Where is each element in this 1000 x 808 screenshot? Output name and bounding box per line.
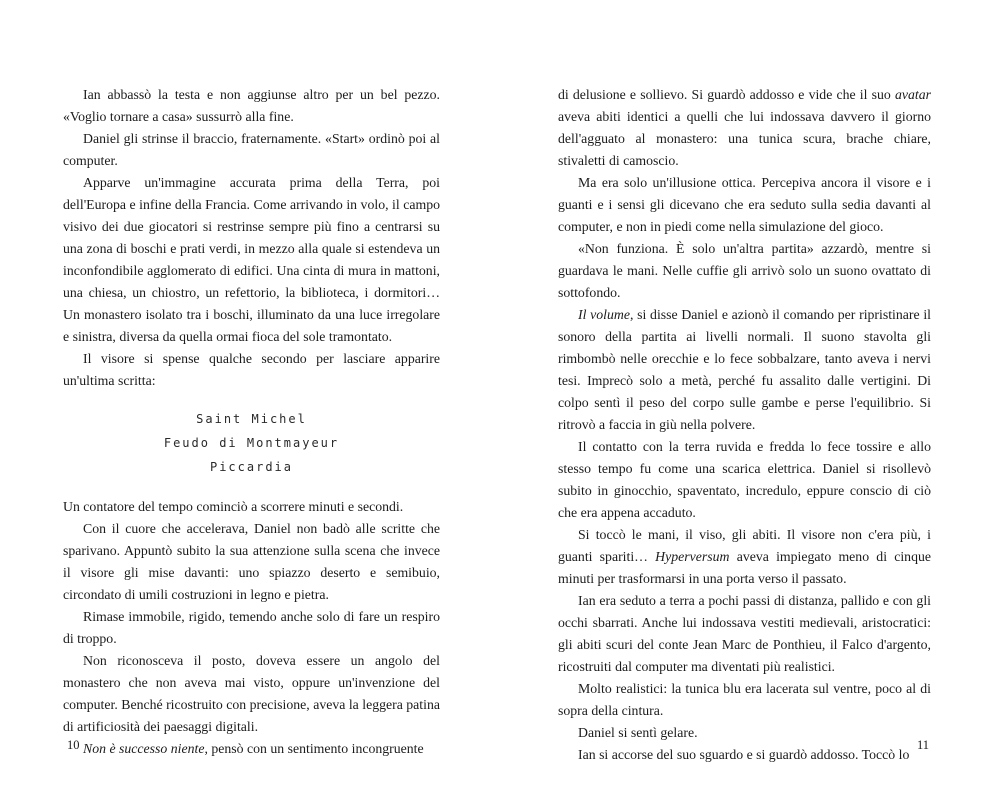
paragraph (63, 348, 440, 392)
paragraph (63, 518, 440, 606)
body-text: Ian era seduto a terra a pochi passi di distanza, pallido e con gli occhi sbarrati. Anche lui indossava vestiti medievali, aristocratici: gli abiti scuri del conte Jean Marc de Ponthieu, il Falco d'argento, ricostruiti dal computer ma diventati più realistici. (558, 593, 931, 674)
paragraph (558, 744, 931, 766)
paragraph (558, 436, 931, 524)
paragraph (558, 590, 931, 678)
paragraph (63, 496, 440, 518)
body-text: Apparve un'immagine accurata prima della Terra, poi dell'Europa e infine della Francia. Come arrivando in volo, il campo visivo dei due giocatori si restrinse sempre più fino a centrarsi su una zona di boschi e prati verdi, in mezzo alla quale si estendeva un inconfondibile agglomerato di edifici. Una cinta di mura in mattoni, una chiesa, un chiostro, un refettorio, la biblioteca, i dormitori… Un monastero isolato tra i boschi, illuminato da una luce irregolare e sinistra, diversa da quella ormai fioca del sole tramontato. (63, 175, 440, 344)
page-right-text (558, 84, 931, 766)
body-text: Il contatto con la terra ruvida e fredda lo fece tossire e allo stesso tempo fu come una scarica elettrica. Daniel si risollevò subito in ginocchio, spaventato, incredulo, eppure conscio di ciò che era appena accaduto. (558, 439, 931, 520)
page-right (558, 0, 931, 808)
body-text: Ma era solo un'illusione ottica. Percepiva ancora il visore e i guanti e i sensi gli dicevano che era seduto sulla sedia davanti al computer, e non in piedi come nella simulazione del gioco. (558, 175, 931, 234)
paragraph (558, 304, 931, 436)
body-text: , si disse Daniel e azionò il comando per ripristinare il sonoro della partita ai livelli normali. Il suono stavolta gli rimbombò nelle orecchie e lo fece sobbalzare, tanto aveva i nervi tesi. Imprecò solo a metà, perché fu assalito dalle vertigini. Di colpo sentì il peso del corpo sulle gambe e perse l'equilibrio. Si ritrovò a faccia in giù nella polvere. (558, 307, 932, 432)
body-text: aveva abiti identici a quelli che lui indossava davvero il giorno dell'agguato al monastero: una tunica scura, brache chiare, stivaletti di camoscio. (558, 109, 931, 168)
paragraph (63, 172, 440, 348)
page-left-text (63, 84, 440, 760)
paragraph (63, 738, 440, 760)
body-text: Il visore si spense qualche secondo per lasciare apparire un'ultima scritta: (63, 351, 440, 388)
body-text: Daniel gli strinse il braccio, fraternamente. «Start» ordinò poi al computer. (63, 131, 440, 168)
body-text: Non riconosceva il posto, doveva essere un angolo del monastero che non aveva mai visto, oppure un'invenzione del computer. Benché ricostruito con precisione, aveva la leggera patina di artificiosità dei paesaggi digitali. (63, 653, 440, 734)
paragraph (558, 172, 931, 238)
body-text: di delusione e sollievo. Si guardò addosso e vide che il suo (558, 87, 895, 102)
body-text: Si toccò le mani, il viso, gli abiti. Il visore non c'era più, i guanti spariti… (558, 527, 931, 564)
body-text: Ian abbassò la testa e non aggiunse altro per un bel pezzo. «Voglio tornare a casa» sussurrò alla fine. (63, 87, 440, 124)
paragraph (558, 238, 931, 304)
body-text: Con il cuore che accelerava, Daniel non badò alle scritte che sparivano. Appuntò subito la sua attenzione sulla scena che invece il visore gli mise davanti: uno spiazzo deserto e semibuio, circondato di umili costruzioni in legno e pietra. (63, 521, 440, 602)
body-text: aveva impiegato meno di cinque minuti per trasformarsi in una porta verso il passato. (558, 549, 931, 586)
paragraph (558, 722, 931, 744)
paragraph (63, 128, 440, 172)
body-text: , pensò con un sentimento incongruente (204, 741, 424, 756)
display-line: Saint Michel (196, 412, 307, 426)
body-text: Molto realistici: la tunica blu era lacerata sul ventre, poco al di sopra della cintura. (558, 681, 931, 718)
body-text: Ian si accorse del suo sguardo e si guardò addosso. Toccò lo (578, 747, 910, 762)
display-line: Piccardia (209, 460, 294, 474)
body-text: «Non funziona. È solo un'altra partita» azzardò, mentre si guardava le mani. Nelle cuffie gli arrivò solo un suono ovattato di sottofondo. (558, 241, 931, 300)
body-text: Daniel si sentì gelare. (578, 725, 698, 740)
paragraph (558, 678, 931, 722)
paragraph (558, 84, 931, 172)
display-line: Feudo di Montmayeur (163, 436, 340, 450)
paragraph (63, 84, 440, 128)
paragraph (63, 606, 440, 650)
page-left (63, 0, 440, 808)
paragraph (63, 650, 440, 738)
body-text: Un contatore del tempo cominciò a scorrere minuti e secondi. (63, 499, 404, 514)
italic-text: Hyperversum (655, 549, 730, 564)
italic-text: Non è successo niente (83, 741, 205, 756)
page-number-left: 10 (67, 738, 80, 752)
body-text: Rimase immobile, rigido, temendo anche solo di fare un respiro di troppo. (63, 609, 440, 646)
computer-display-text (63, 407, 440, 479)
paragraph (558, 524, 931, 590)
page-number-right: 11 (916, 738, 929, 752)
italic-text: Il volume (578, 307, 630, 322)
italic-text: avatar (894, 87, 931, 102)
